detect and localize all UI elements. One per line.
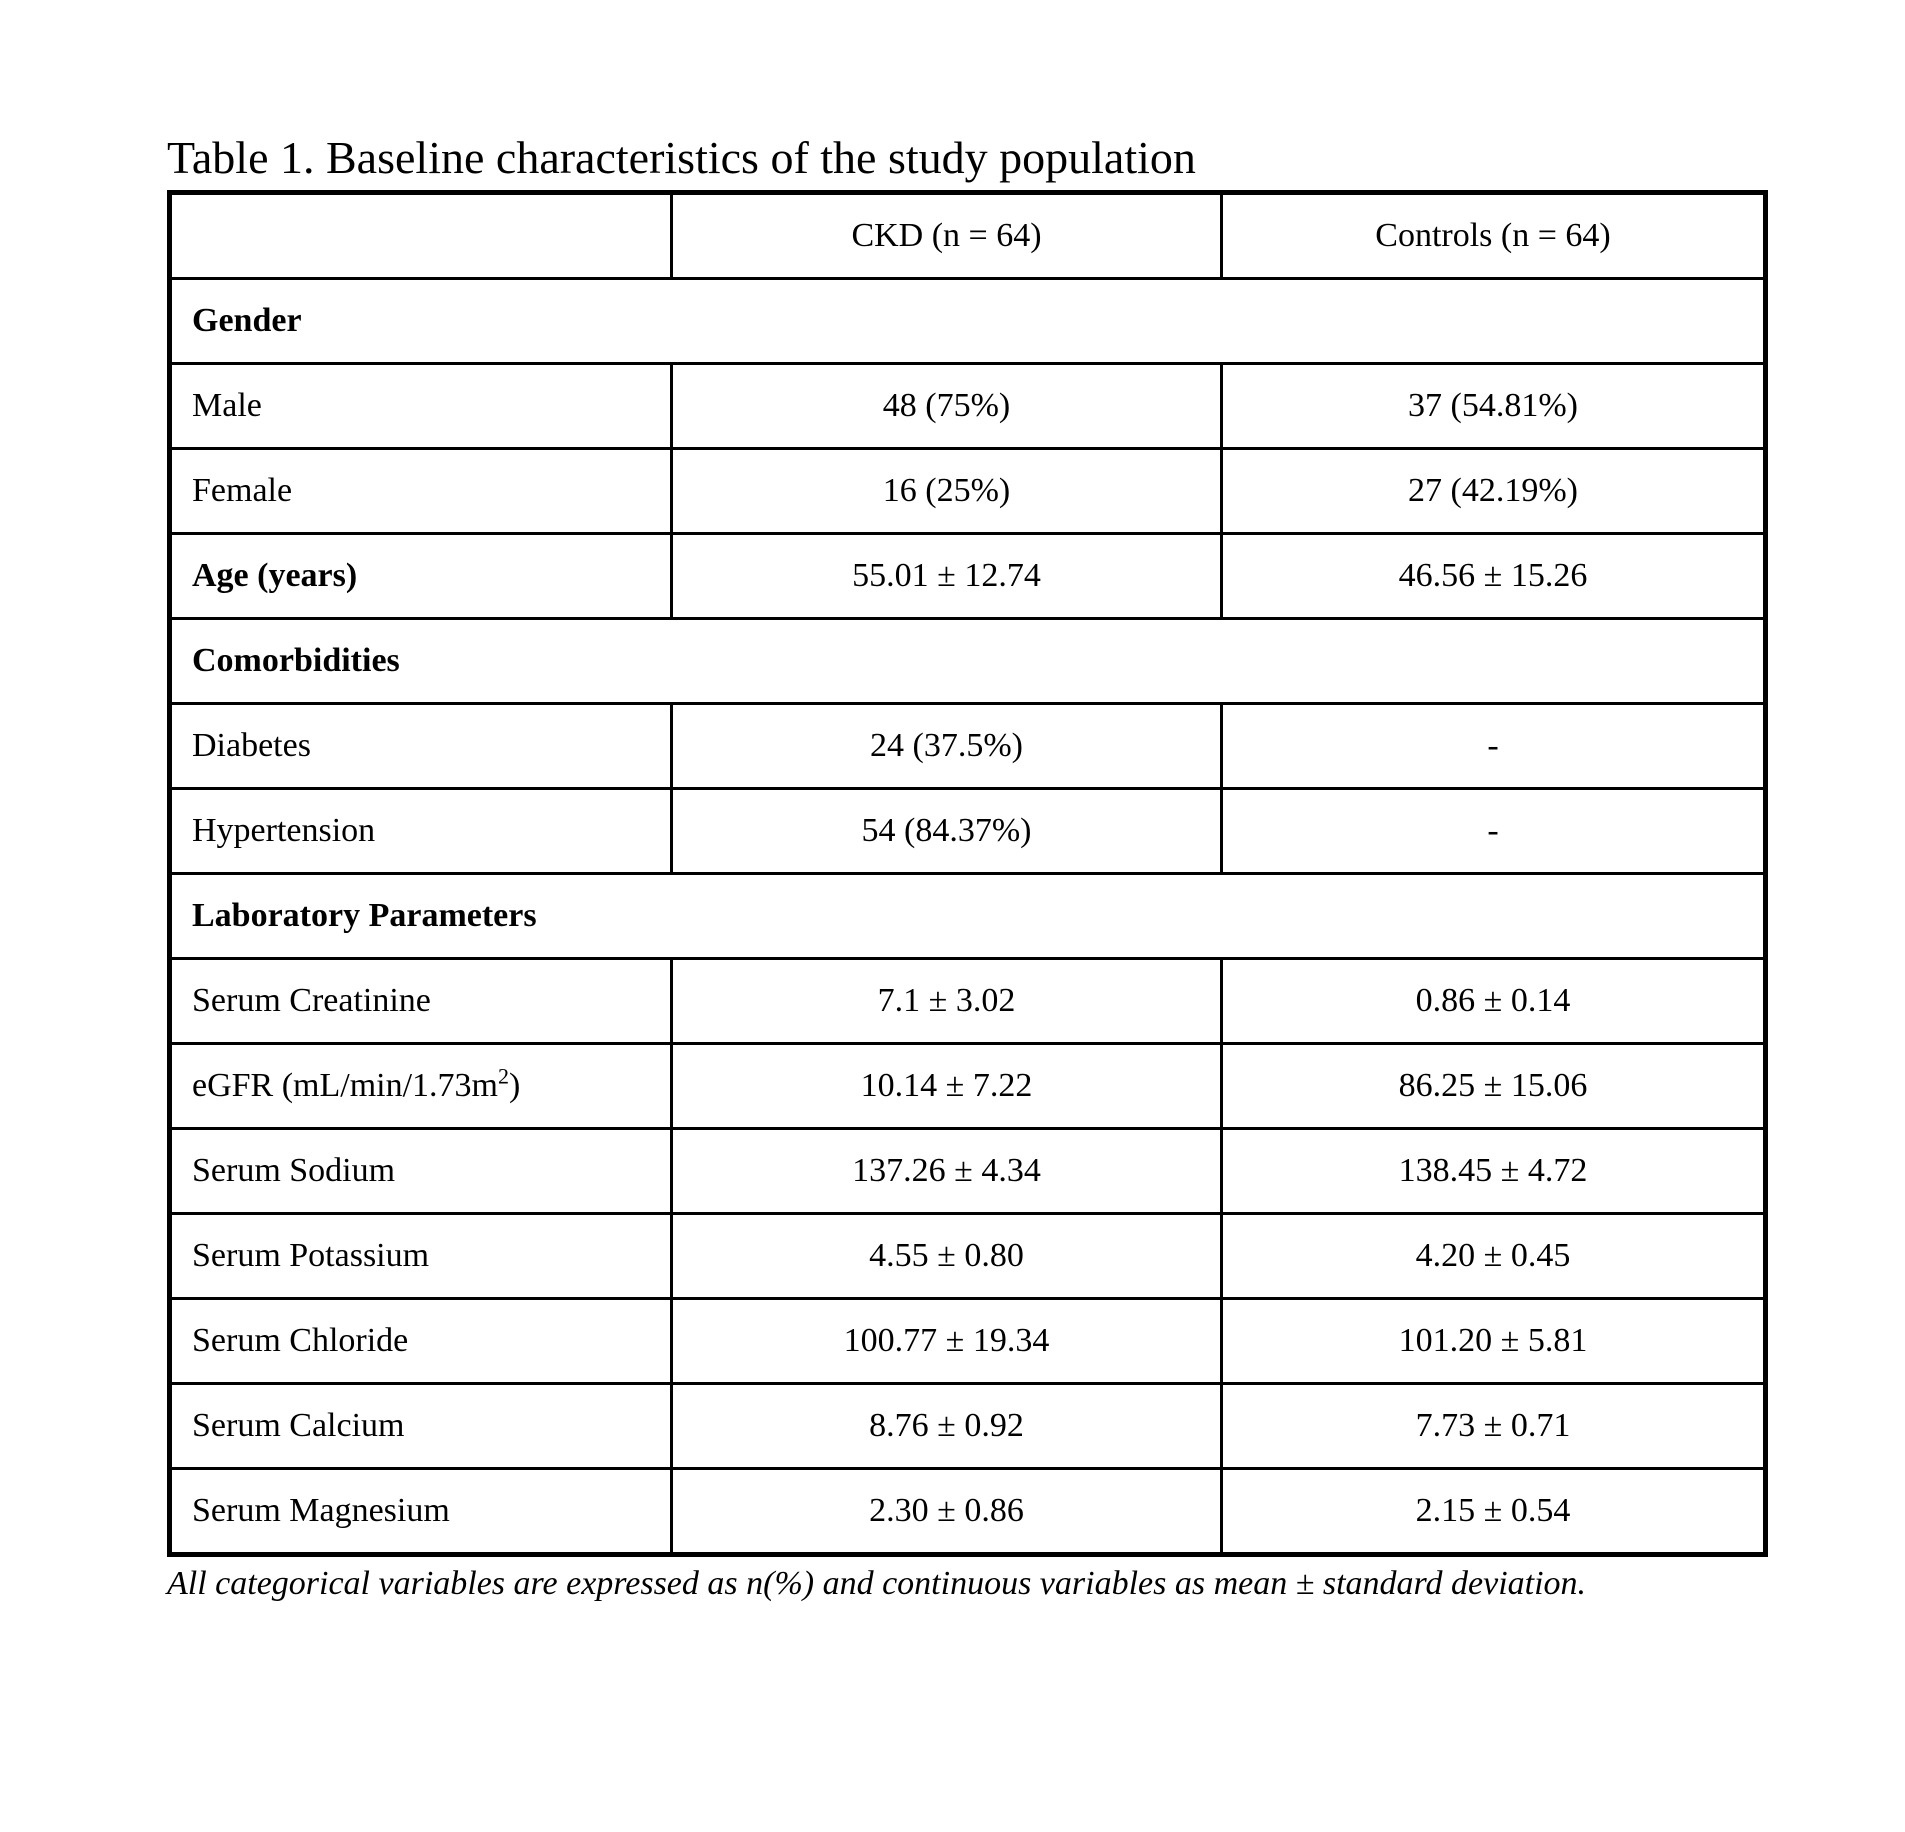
row-label-age: Age (years) [170,534,672,619]
cell-ckd-egfr: 10.14 ± 7.22 [672,1044,1222,1129]
row-label-creatinine: Serum Creatinine [170,959,672,1044]
table-row [170,1469,1766,1555]
table-row [170,1299,1766,1384]
cell-ckd-calcium: 8.76 ± 0.92 [672,1384,1222,1469]
cell-controls-hypertension: - [1222,789,1766,874]
section-lab: Laboratory Parameters [170,874,1766,959]
table-row [170,959,1766,1044]
table-footnote: All categorical variables are expressed as n(%) and continuous variables as mean ± standard deviation. [167,1565,1587,1602]
header-ckd: CKD (n = 64) [672,193,1222,279]
table-row [170,789,1766,874]
row-label-female: Female [170,449,672,534]
row-label-male: Male [170,364,672,449]
section-comorbidities: Comorbidities [170,619,1766,704]
table-row [170,449,1766,534]
cell-controls-potassium: 4.20 ± 0.45 [1222,1214,1766,1299]
header-controls: Controls (n = 64) [1222,193,1766,279]
cell-ckd-age: 55.01 ± 12.74 [672,534,1222,619]
egfr-label-main: eGFR (mL/min/1.73m [192,1067,498,1104]
cell-ckd-hypertension: 54 (84.37%) [672,789,1222,874]
row-label-diabetes: Diabetes [170,704,672,789]
row-label-potassium: Serum Potassium [170,1214,672,1299]
cell-controls-magnesium: 2.15 ± 0.54 [1222,1469,1766,1555]
cell-controls-sodium: 138.45 ± 4.72 [1222,1129,1766,1214]
cell-ckd-chloride: 100.77 ± 19.34 [672,1299,1222,1384]
table-caption: Table 1. Baseline characteristics of the study population [167,132,1196,183]
table-row [170,1214,1766,1299]
egfr-label-end: ) [509,1067,521,1104]
cell-ckd-potassium: 4.55 ± 0.80 [672,1214,1222,1299]
egfr-label-superscript: 2 [498,1063,509,1089]
row-label-calcium: Serum Calcium [170,1384,672,1469]
table-row [170,1044,1766,1129]
row-label-hypertension: Hypertension [170,789,672,874]
section-gender: Gender [170,279,1766,364]
cell-ckd-female: 16 (25%) [672,449,1222,534]
header-blank-cell [170,193,672,279]
cell-controls-male: 37 (54.81%) [1222,364,1766,449]
section-row-gender [170,279,1766,364]
section-row-comorbidities [170,619,1766,704]
table-header-row [170,193,1766,279]
baseline-table [167,190,1768,1557]
cell-controls-creatinine: 0.86 ± 0.14 [1222,959,1766,1044]
document [167,130,1763,1607]
row-label-egfr [170,1044,672,1129]
cell-ckd-male: 48 (75%) [672,364,1222,449]
cell-ckd-creatinine: 7.1 ± 3.02 [672,959,1222,1044]
cell-controls-age: 46.56 ± 15.26 [1222,534,1766,619]
cell-ckd-sodium: 137.26 ± 4.34 [672,1129,1222,1214]
row-label-sodium: Serum Sodium [170,1129,672,1214]
cell-ckd-diabetes: 24 (37.5%) [672,704,1222,789]
table-row [170,704,1766,789]
table-row [170,1384,1766,1469]
cell-ckd-magnesium: 2.30 ± 0.86 [672,1469,1222,1555]
cell-controls-female: 27 (42.19%) [1222,449,1766,534]
section-row-lab [170,874,1766,959]
cell-controls-diabetes: - [1222,704,1766,789]
row-label-magnesium: Serum Magnesium [170,1469,672,1555]
row-label-chloride: Serum Chloride [170,1299,672,1384]
table-row [170,1129,1766,1214]
table-row [170,364,1766,449]
cell-controls-calcium: 7.73 ± 0.71 [1222,1384,1766,1469]
table-row [170,534,1766,619]
cell-controls-chloride: 101.20 ± 5.81 [1222,1299,1766,1384]
cell-controls-egfr: 86.25 ± 15.06 [1222,1044,1766,1129]
